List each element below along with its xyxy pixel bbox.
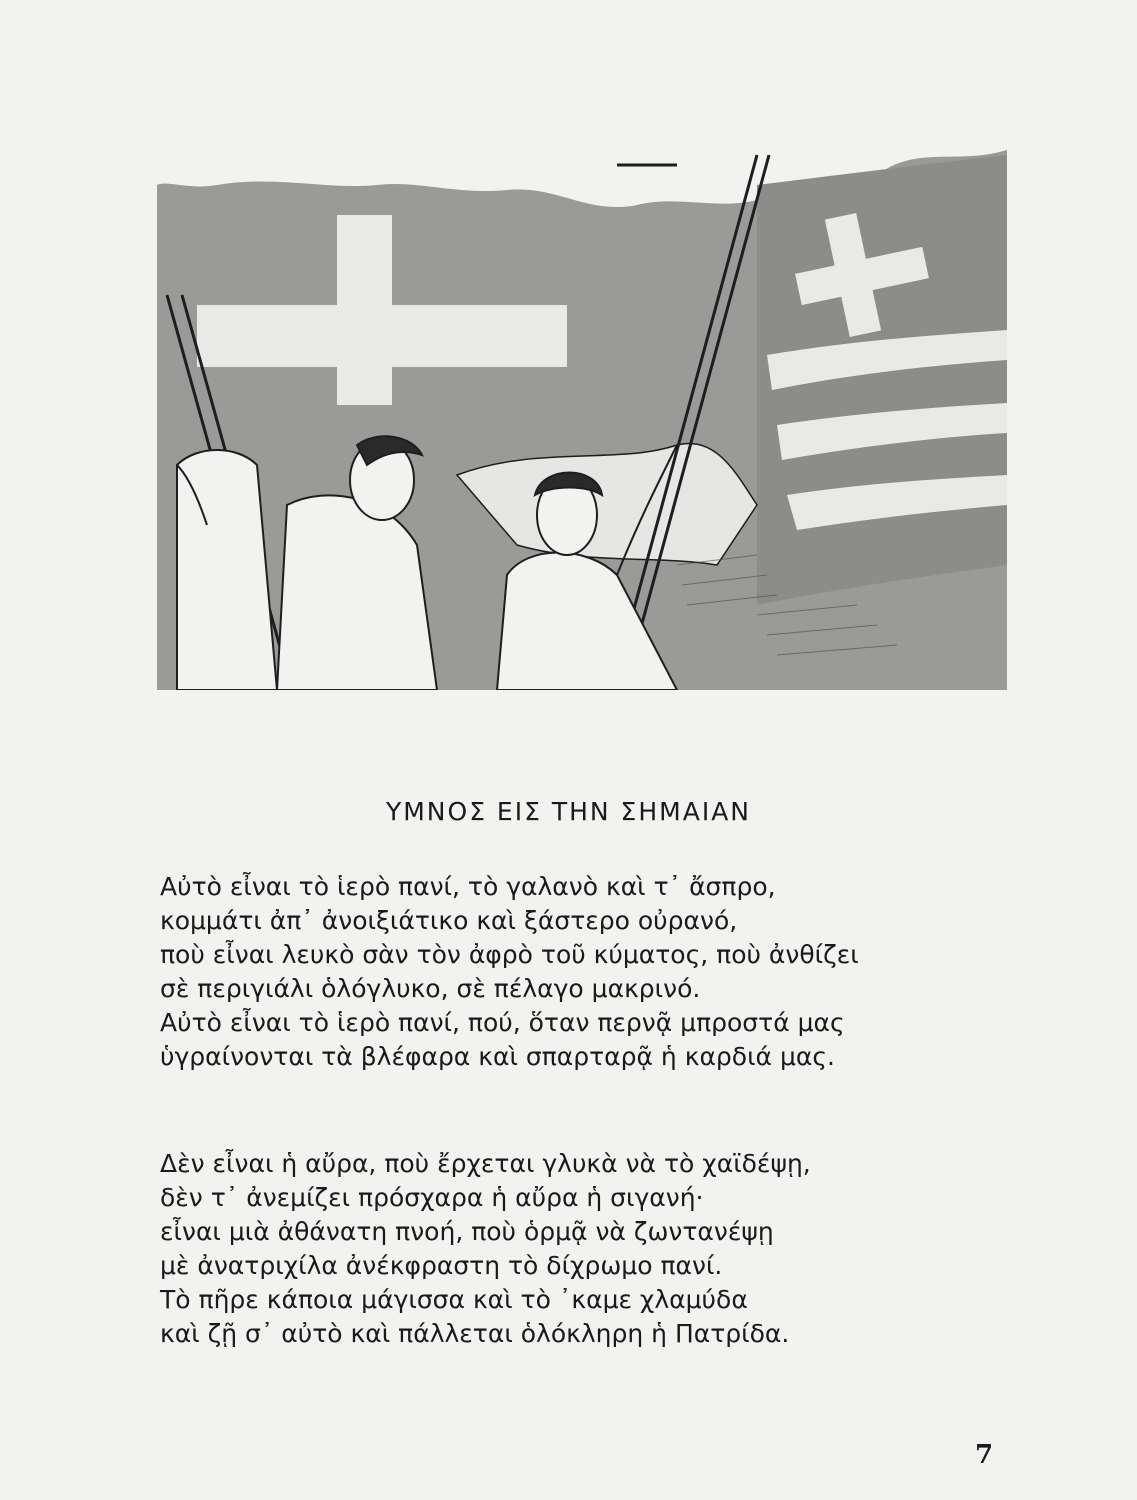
- poem-line: κομμάτι ἀπ᾽ ἀνοιξιάτικο καὶ ξάστερο οὐρανό,: [160, 906, 738, 935]
- poem-line: ποὺ εἶναι λευκὸ σὰν τὸν ἀφρὸ τοῦ κύματος, ποὺ ἀνθίζει: [160, 940, 859, 969]
- poem-line: καὶ ζῇ σ᾽ αὐτὸ καὶ πάλλεται ὁλόκληρη ἡ Πατρίδα.: [160, 1319, 790, 1348]
- poem-line: Δὲν εἶναι ἡ αὔρα, ποὺ ἔρχεται γλυκὰ νὰ τὸ χαϊδέψῃ,: [160, 1149, 811, 1178]
- poem-line: ὑγραίνονται τὰ βλέφαρα καὶ σπαρταρᾷ ἡ καρδιά μας.: [160, 1042, 835, 1071]
- poem-line: σὲ περιγιάλι ὁλόγλυκο, σὲ πέλαγο μακρινό.: [160, 974, 701, 1003]
- poem-title: ΥΜΝΟΣ ΕΙΣ ΤΗΝ ΣΗΜΑΙΑΝ: [385, 797, 752, 826]
- page-number: 7: [975, 1440, 994, 1470]
- poem-line: Αὐτὸ εἶναι τὸ ἱερὸ πανί, πού, ὅταν περνᾷ μπροστά μας: [160, 1008, 845, 1037]
- poem-line: μὲ ἀνατριχίλα ἀνέκφραστη τὸ δίχρωμο πανί.: [160, 1251, 723, 1280]
- flag-bearers-illustration: [157, 145, 1007, 690]
- poem-line: δὲν τ᾽ ἀνεμίζει πρόσχαρα ἡ αὔρα ἡ σιγανή·: [160, 1183, 704, 1212]
- poem-line: Αὐτὸ εἶναι τὸ ἱερὸ πανί, τὸ γαλανὸ καὶ τ᾽ ἄσπρο,: [160, 872, 776, 901]
- poem-line: Τὸ πῆρε κάποια μάγισσα καὶ τὸ ᾽καμε χλαμύδα: [160, 1285, 748, 1314]
- right-flag: [757, 155, 1007, 605]
- stanza-1: [160, 870, 1040, 1074]
- stanza-2: [160, 1147, 1040, 1351]
- poem-line: εἶναι μιὰ ἀθάνατη πνοή, ποὺ ὁρμᾷ νὰ ζωντανέψῃ: [160, 1217, 774, 1246]
